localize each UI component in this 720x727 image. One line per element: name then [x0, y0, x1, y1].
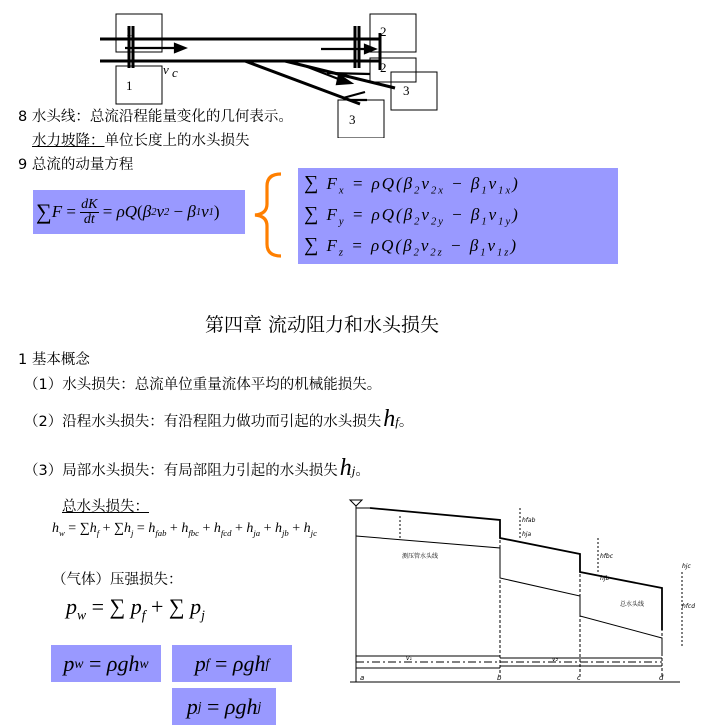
pw-box: p w = ρgh w [51, 645, 161, 682]
loss-hfcd: hfcd [682, 603, 696, 610]
item-2-friction-loss: （2）沿程水头损失：有沿程阻力做功而引起的水头损失 h f 。 [24, 406, 414, 432]
section-label-2a: 2 [380, 24, 387, 39]
slope-line [32, 129, 250, 150]
momentum-equation-box: ∑ F = $\frac{dK}{dt}$ = ρQ ( β 2 v 2 − β 1 v 1 ) [33, 190, 245, 234]
section-label-2b: 2 [380, 60, 387, 75]
hw-formula: $h_w = \sum h_f + \sum h_j = h_{fab} + h_{fbc} + h_{fcd} + h_{ja} + h_{jb} + h_{jc}$ [52, 521, 317, 538]
velocity-v2: v₂ [552, 656, 558, 663]
momentum-row-y: ∑ $F_y = \rho Q(\beta_2v_{2y} - \beta_1v_{1y})$ [304, 203, 520, 228]
slope-term: 水力坡降： [32, 133, 105, 149]
momentum-row-x: ∑ $F_x = \rho Q(\beta_2v_{2x} - \beta_1v_{1x})$ [304, 172, 520, 197]
basic-concepts: 1 基本概念 [18, 352, 90, 368]
section-label-3b: 3 [349, 112, 356, 127]
line-8-head-line: 8 水头线：总流沿程能量变化的几何表示。 [18, 109, 293, 125]
gas-pressure-loss-label: （气体）压强损失： [52, 572, 183, 588]
loss-hjb: hjb [600, 575, 610, 582]
orange-brace [247, 170, 287, 260]
slope-definition: 单位长度上的水头损失 [104, 133, 250, 149]
loss-hfab: hfab [522, 517, 536, 524]
loss-hjc: hjc [682, 563, 691, 570]
section-d: d [659, 674, 664, 682]
pf-box: p f = ρgh f [172, 645, 292, 682]
section-c: c [577, 674, 581, 682]
section-label-3a: 3 [403, 83, 410, 98]
section-label-1b: 1 [126, 78, 133, 93]
velocity-label: v [163, 62, 169, 77]
momentum-row-z: ∑ $F_z = \rho Q(\beta_2v_{2z} - \beta_1v_{1z})$ [304, 234, 519, 259]
total-loss-label: 总水头损失： [62, 499, 149, 515]
egl-label: 总水头线 [620, 601, 645, 608]
momentum-components-box [298, 168, 618, 264]
line-9-momentum: 9 总流的动量方程 [18, 157, 134, 173]
hgl-label: 测压管水头线 [402, 553, 439, 560]
energy-grade-line-figure [340, 496, 702, 686]
velocity-v1: v₁ [406, 655, 412, 662]
loss-hfbc: hfbc [600, 553, 614, 560]
pw-formula: $p_w$ = ∑ $p_f$ + ∑ $p_j$ [66, 594, 205, 623]
item-3-local-loss: （3）局部水头损失：有局部阻力引起的水头损失 h j 。 [24, 455, 370, 481]
section-b: b [497, 674, 502, 682]
item-1-head-loss: （1）水头损失：总流单位重量流体平均的机械能损失。 [24, 377, 382, 393]
pj-box: p j = ρgh j [172, 688, 276, 725]
chapter-title: 第四章 流动阻力和水头损失 [205, 314, 440, 336]
loss-hja: hja [522, 531, 532, 538]
section-a: a [360, 674, 365, 682]
velocity-subscript: c [172, 65, 178, 80]
section-label-1a: 1 [126, 24, 133, 39]
